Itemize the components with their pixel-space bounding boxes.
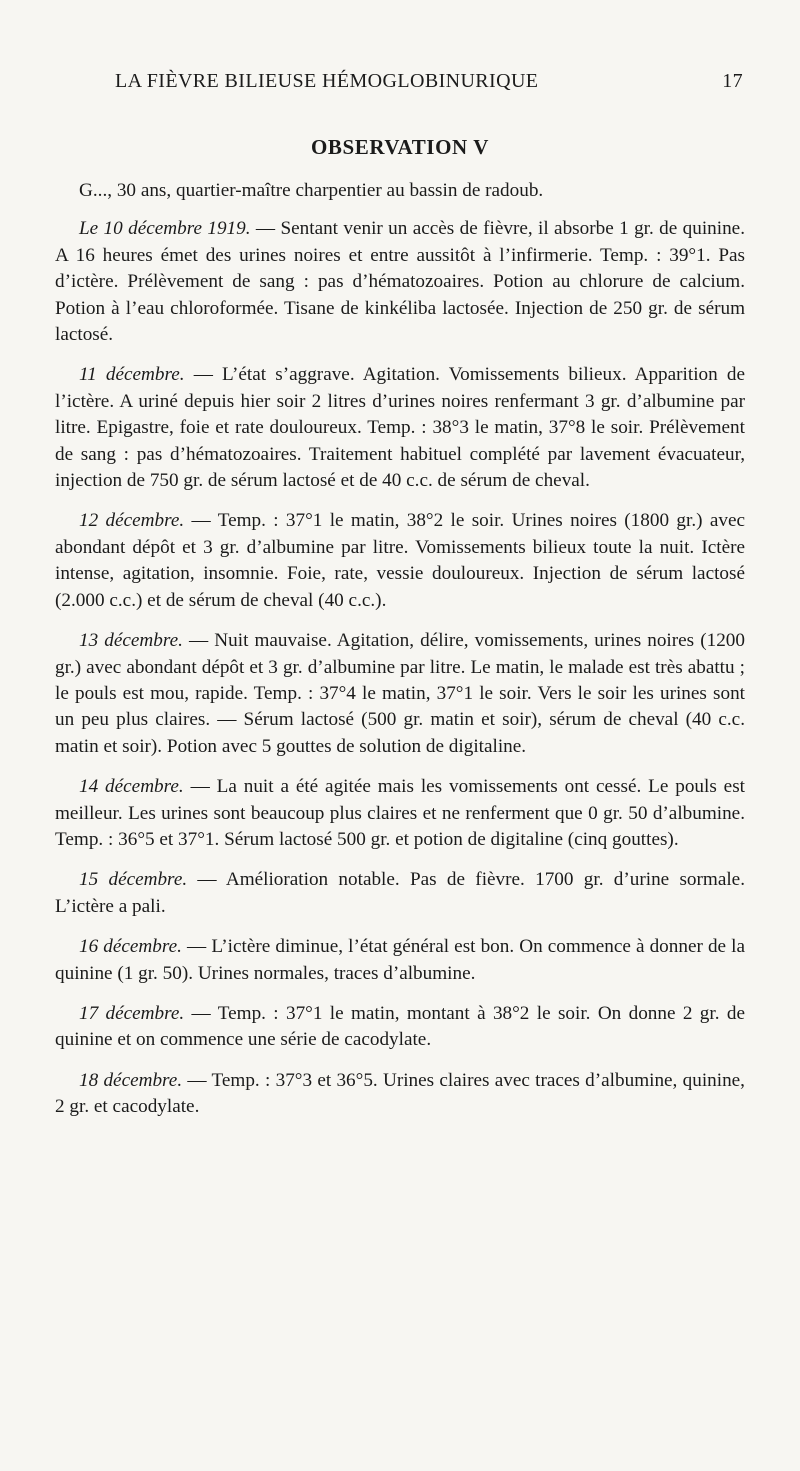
entry-paragraph [55,1068,745,1121]
entry-text: — L’ictère diminue, l’état général est bon. On commence à donner de la quinine (1 gr. 50). Urines normales, traces d’albumine. [55,936,746,984]
book-page [55,70,745,1135]
entry-date: 14 décembre. [79,776,184,798]
entry-text: — Sentant venir un accès de fièvre, il absorbe 1 gr. de quinine. A 16 heures émet des urines noires et entre aussitôt à l’infirmerie. Temp. : 39°1. Pas d’ictère. Prélèvement de sang : pas d’hématozoaires. Potion au chlorure de calcium. Potion à l’eau chloroformée. Tisane de kinkéliba lactosée. Injection de 250 gr. de sérum lactosé. [55,218,745,346]
entry-text: — Nuit mauvaise. Agitation, délire, vomissements, urines noires (1200 gr.) avec abondant dépôt et 3 gr. d’albumine par litre. Le matin, le malade est très abattu ; le pouls est mou, rapide. Temp. : 37°4 le matin, 37°1 le soir. Vers le soir les urines sont un peu plus claires. — Sérum lactosé (500 gr. matin et soir), sérum de cheval (40 c.c. matin et soir). Potion avec 5 gouttes de solution de digitaline. [55,630,745,757]
entry-paragraph [55,867,745,920]
entry-text: — Temp. : 37°1 le matin, 38°2 le soir. Urines noires (1800 gr.) avec abondant dépôt et 3 gr. d’albumine par litre. Vomissements bilieux toute la nuit. Ictère intense, agitation, insomnie. Foie, rate, vessie douloureux. Injection de sérum lactosé (2.000 c.c.) et de sérum de cheval (40 c.c.). [55,510,745,611]
running-head [115,70,745,93]
patient-intro: G..., 30 ans, quartier-maître charpentier au bassin de radoub. [79,180,544,201]
page-number: 17 [722,70,743,92]
entry-text: — Temp. : 37°3 et 36°5. Urines claires avec traces d’albumine, quinine, 2 gr. et cacodylate. [55,1069,745,1118]
entry-date: Le 10 décembre 1919. [79,218,251,240]
observation-title: OBSERVATION V [310,135,490,159]
entry-date: 11 décembre. [79,364,185,386]
running-head-title: LA FIÈVRE BILIEUSE HÉMOGLOBINURIQUE [115,70,539,92]
entry-date: 17 décembre. [79,1002,185,1024]
entry-text: — La nuit a été agitée mais les vomissements ont cessé. Le pouls est meilleur. Les urines sont beaucoup plus claires et ne renferment que 0 gr. 50 d’albumine. Temp. : 36°5 et 37°1. Sérum lactosé 500 gr. et potion de digitaline (cinq gouttes). [55,776,745,850]
entry-date: 16 décembre. [79,936,182,958]
entry-date: 13 décembre. [79,630,183,652]
entry-text: — Temp. : 37°1 le matin, montant à 38°2 le soir. On donne 2 gr. de quinine et on commence une série de cacodylate. [55,1002,745,1051]
entry-paragraph [55,774,745,853]
entry-paragraph [55,508,745,614]
entry-text: — L’état s’aggrave. Agitation. Vomissements bilieux. Apparition de l’ictère. A uriné depuis hier soir 2 litres d’urines noires renfermant 3 gr. d’albumine par litre. Epigastre, foie et rate douloureux. Temp. : 38°3 le matin, 37°8 le soir. Prélèvement de sang : pas d’hématozoaires. Traitement habituel complété par lavement évacuateur, injection de 750 gr. de sérum lactosé et de 40 c.c. de sérum de cheval. [55,364,745,492]
entry-text: — Amélioration notable. Pas de fièvre. 1700 gr. d’urine sormale. L’ictère a pali. [55,869,745,917]
entry-date: 12 décembre. [79,510,185,532]
entry-date: 18 décembre. [79,1069,183,1091]
entry-paragraph [55,628,745,760]
entry-paragraph [55,216,745,348]
entry-date: 15 décembre. [79,869,188,891]
entry-paragraph [55,1001,745,1054]
entry-paragraph [55,934,745,987]
entry-paragraph [55,362,745,494]
